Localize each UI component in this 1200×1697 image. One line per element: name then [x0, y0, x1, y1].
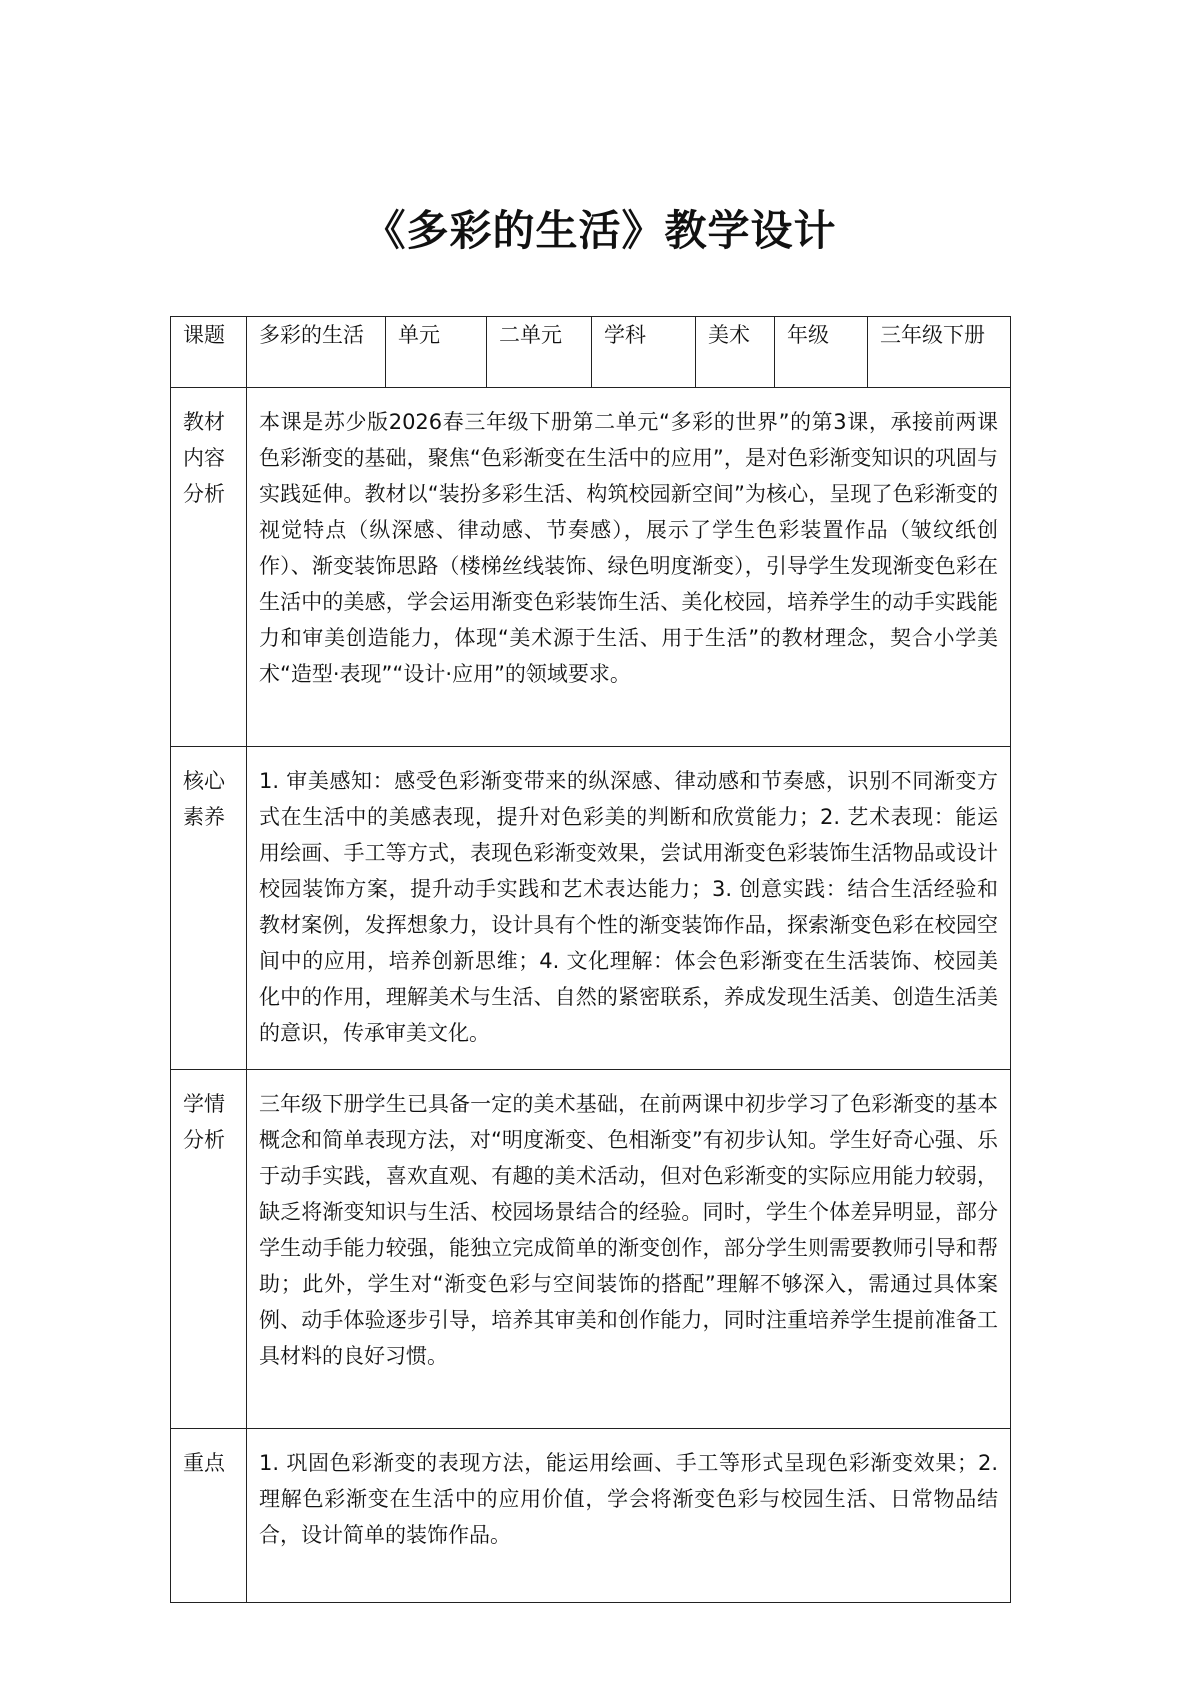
- section-label-text: 核心素养: [183, 769, 225, 829]
- subject-label: 学科: [592, 317, 696, 388]
- section-content-student-analysis: 三年级下册学生已具备一定的美术基础，在前两课中初步学习了色彩渐变的基本概念和简单表现方法，对“明度渐变、色相渐变”有初步认知。学生好奇心强、乐于动手实践，喜欢直观、有趣的美术活动，但对色彩渐变的实际应用能力较弱，缺乏将渐变知识与生活、校园场景结合的经验。同时，学生个体差异明显，部分学生动手能力较强，能独立完成简单的渐变创作，部分学生则需要教师引导和帮助；此外，学生对“渐变色彩与空间装饰的搭配”理解不够深入，需通过具体案例、动手体验逐步引导，培养其审美和创作能力，同时注重培养学生提前准备工具材料的良好习惯。: [247, 1070, 1011, 1429]
- section-label-text: 学情分析: [183, 1092, 225, 1152]
- section-row-student-analysis: [171, 1070, 1011, 1429]
- section-row-textbook-analysis: [171, 388, 1011, 747]
- subject-value: 美术: [696, 317, 775, 388]
- section-row-core-literacy: [171, 747, 1011, 1070]
- topic-label: 课题: [171, 317, 247, 388]
- section-label-core-literacy: [171, 747, 247, 1070]
- topic-value: 多彩的生活: [247, 317, 386, 388]
- section-content-key-points: 1. 巩固色彩渐变的表现方法，能运用绘画、手工等形式呈现色彩渐变效果；2. 理解色彩渐变在生活中的应用价值，学会将渐变色彩与校园生活、日常物品结合，设计简单的装饰作品。: [247, 1429, 1011, 1603]
- unit-value: 二单元: [487, 317, 592, 388]
- section-label-text: 教材内容分析: [183, 410, 225, 506]
- section-content-textbook-analysis: 本课是苏少版2026春三年级下册第二单元“多彩的世界”的第3课，承接前两课色彩渐变的基础，聚焦“色彩渐变在生活中的应用”，是对色彩渐变知识的巩固与实践延伸。教材以“装扮多彩生活、构筑校园新空间”为核心，呈现了色彩渐变的视觉特点（纵深感、律动感、节奏感），展示了学生色彩装置作品（皱纹纸创作）、渐变装饰思路（楼梯丝线装饰、绿色明度渐变），引导学生发现渐变色彩在生活中的美感，学会运用渐变色彩装饰生活、美化校园，培养学生的动手实践能力和审美创造能力，体现“美术源于生活、用于生活”的教材理念，契合小学美术“造型·表现”“设计·应用”的领域要求。: [247, 388, 1011, 747]
- section-label-text: 重点: [183, 1451, 225, 1475]
- grade-value: 三年级下册: [868, 317, 1011, 388]
- unit-label: 单元: [386, 317, 487, 388]
- section-label-key-points: [171, 1429, 247, 1603]
- page-title: 《多彩的生活》教学设计: [363, 206, 837, 255]
- lesson-plan-table: [170, 316, 1011, 1603]
- grade-label: 年级: [775, 317, 868, 388]
- meta-row: [171, 317, 1011, 388]
- section-label-student-analysis: [171, 1070, 247, 1429]
- section-label-textbook-analysis: [171, 388, 247, 747]
- section-content-core-literacy: 1. 审美感知：感受色彩渐变带来的纵深感、律动感和节奏感，识别不同渐变方式在生活中的美感表现，提升对色彩美的判断和欣赏能力；2. 艺术表现：能运用绘画、手工等方式，表现色彩渐变效果，尝试用渐变色彩装饰生活物品或设计校园装饰方案，提升动手实践和艺术表达能力；3. 创意实践：结合生活经验和教材案例，发挥想象力，设计具有个性的渐变装饰作品，探索渐变色彩在校园空间中的应用，培养创新思维；4. 文化理解：体会色彩渐变在生活装饰、校园美化中的作用，理解美术与生活、自然的紧密联系，养成发现生活美、创造生活美的意识，传承审美文化。: [247, 747, 1011, 1070]
- section-row-key-points: [171, 1429, 1011, 1603]
